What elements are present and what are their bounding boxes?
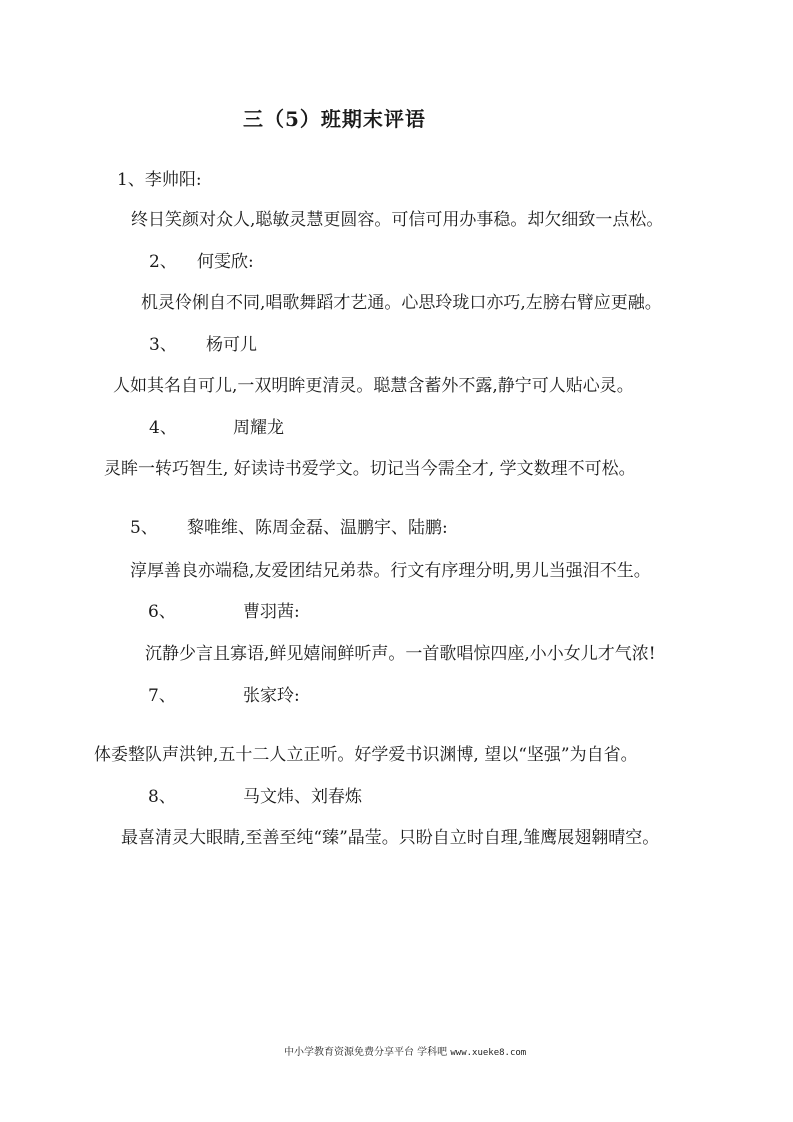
entry-number: 4、 — [149, 418, 177, 438]
entry-name: 黎唯维、陈周金磊、温鹏宇、陆鹏: — [187, 518, 448, 538]
entry-heading — [149, 333, 257, 357]
entry-number: 8、 — [148, 787, 176, 807]
entry-number: 5、 — [130, 518, 158, 538]
entry-number: 3、 — [149, 335, 177, 355]
entry-comment: 淳厚善良亦端稳,友爱团结兄弟恭。行文有序理分明,男儿当强泪不生。 — [130, 561, 651, 581]
entry-heading — [149, 250, 254, 274]
entry-comment: 灵眸一转巧智生, 好读诗书爱学文。切记当今需全才, 学文数理不可松。 — [104, 459, 636, 479]
entry-number: 6、 — [148, 602, 176, 622]
entry-comment: 最喜清灵大眼睛,至善至纯“臻”晶莹。只盼自立时自理,雏鹰展翅翱晴空。 — [121, 828, 660, 848]
entry-heading — [117, 168, 202, 192]
entry-name: 李帅阳: — [144, 170, 202, 190]
entry-comment: 机灵伶俐自不同,唱歌舞蹈才艺通。心思玲珑口亦巧,左膀右臂应更融。 — [141, 293, 662, 313]
entry-name: 曹羽茜: — [243, 602, 300, 622]
entry-heading — [148, 600, 300, 624]
page-footer — [284, 1043, 526, 1058]
footer-url: www.xueke8.com — [450, 1048, 527, 1058]
entry-comment: 终日笑颜对众人,聪敏灵慧更圆容。可信可用办事稳。却欠细致一点松。 — [131, 210, 664, 230]
entry-heading — [148, 785, 362, 809]
entry-number: 7、 — [148, 686, 176, 706]
entry-name: 何雯欣: — [197, 252, 254, 272]
entry-comment: 沉静少言且寡语,鲜见嬉闹鲜听声。一首歌唱惊四座,小小女儿才气浓! — [145, 644, 656, 664]
entry-comment: 人如其名自可儿,一双明眸更清灵。聪慧含蓄外不露,静宁可人贴心灵。 — [113, 376, 634, 396]
entry-name: 张家玲: — [243, 686, 300, 706]
footer-text: 中小学教育资源免费分享平台 学科吧 — [284, 1047, 451, 1058]
entry-heading — [149, 416, 284, 440]
entry-comment: 体委整队声洪钟,五十二人立正听。好学爱书识渊博, 望以“坚强”为自省。 — [94, 745, 638, 765]
entry-name: 杨可儿 — [206, 335, 257, 355]
page-title: 三（5）班期末评语 — [243, 107, 426, 131]
entry-heading — [130, 516, 448, 540]
entry-number: 1、 — [117, 170, 145, 190]
entry-number: 2、 — [149, 252, 177, 272]
entry-name: 周耀龙 — [233, 418, 284, 438]
entry-heading — [148, 684, 300, 708]
entry-name: 马文炜、刘春炼 — [243, 787, 362, 807]
